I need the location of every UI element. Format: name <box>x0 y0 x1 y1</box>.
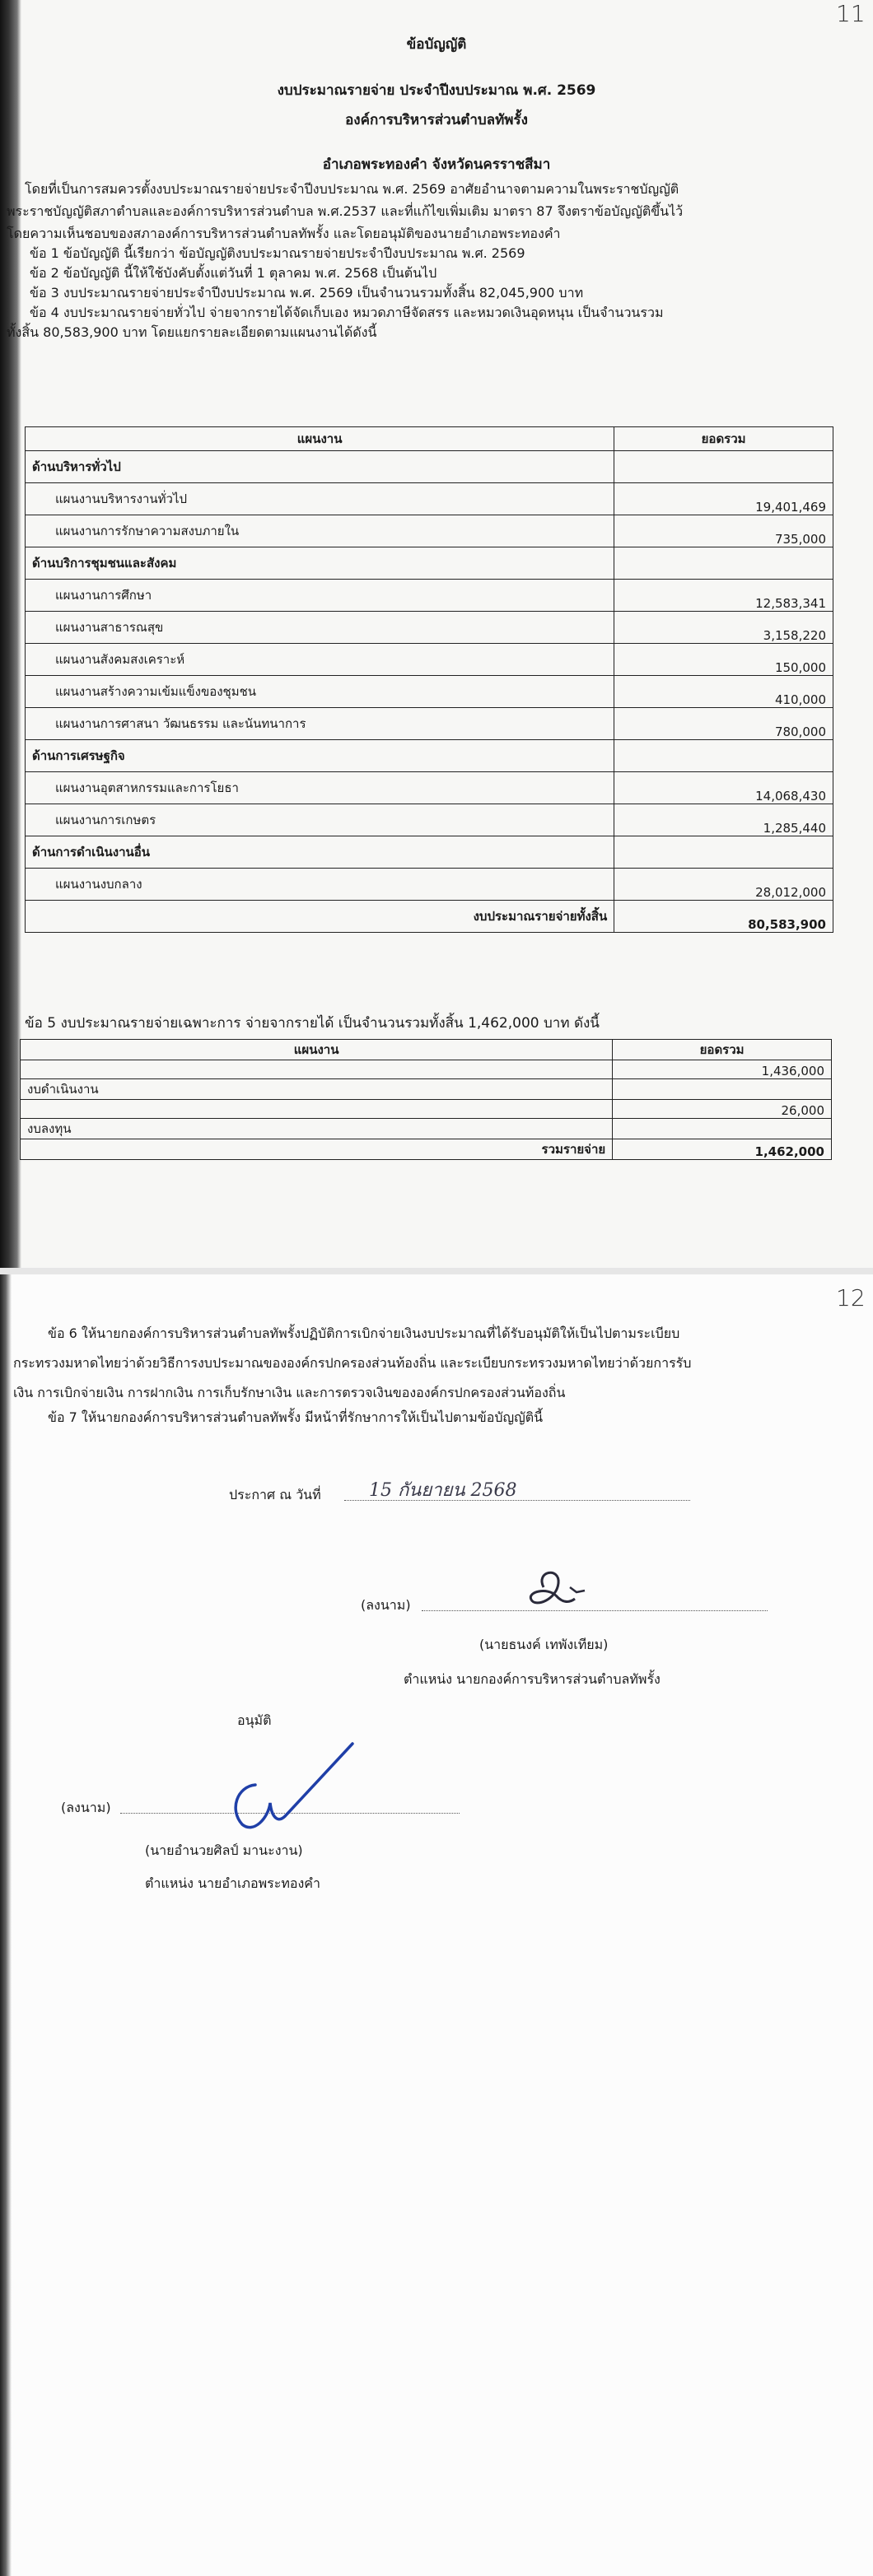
page-number: 11 <box>836 0 866 27</box>
table-row <box>26 515 833 547</box>
plan-item-label: แผนงานบริหารงานทั่วไป <box>26 483 614 515</box>
amount-cell: 150,000 <box>614 644 833 676</box>
plan-item-label: แผนงานการศาสนา วัฒนธรรม และนันทนาการ <box>26 708 614 740</box>
preamble-line: พระราชบัญญัติสภาตำบลและองค์การบริหารส่วนตำบล พ.ศ.2537 และที่แก้ไขเพิ่มเติม มาตรา 87 จึงตราข้อบัญญัติขึ้นไว้ <box>7 203 684 219</box>
plan-group-label: ด้านการเศรษฐกิจ <box>26 740 614 772</box>
plan-item-label: แผนงานการเกษตร <box>26 804 614 836</box>
budget-table-specific <box>20 1039 832 1160</box>
table-row <box>21 1119 832 1139</box>
clause-4-cont: ทั้งสิ้น 80,583,900 บาท โดยแยกรายละเอียดตามแผนงานได้ดังนี้ <box>7 324 377 340</box>
amount-cell: 1,285,440 <box>614 804 833 836</box>
table-row <box>26 804 833 836</box>
table-total-row <box>26 901 833 933</box>
plan-item-label: งบดำเนินงาน <box>21 1079 613 1100</box>
plan-item-label: แผนงานสร้างความเข้มแข็งของชุมชน <box>26 676 614 708</box>
plan-item-label: แผนงานการรักษาความสงบภายใน <box>26 515 614 547</box>
preamble-line: โดยความเห็นชอบของสภาองค์การบริหารส่วนตำบลทัพรั้ง และโดยอนุมัติของนายอำเภอพระทองคำ <box>7 226 561 241</box>
table-header-row <box>21 1040 832 1060</box>
plan-item-label: แผนงานงบกลาง <box>26 869 614 901</box>
approve-label: อนุมัติ <box>237 1712 272 1728</box>
table-row <box>26 612 833 644</box>
total-label: งบประมาณรายจ่ายทั้งสิ้น <box>26 901 614 933</box>
amount-cell: 19,401,469 <box>614 483 833 515</box>
announce-label: ประกาศ ณ วันที่ <box>229 1487 321 1502</box>
plan-item-label: แผนงานอุตสาหกรรมและการโยธา <box>26 772 614 804</box>
plan-item-label: แผนงานการศึกษา <box>26 580 614 612</box>
plan-item-label <box>21 1060 613 1079</box>
plan-item-label: แผนงานสาธารณสุข <box>26 612 614 644</box>
total-label: รวมรายจ่าย <box>21 1139 613 1160</box>
amount-cell: 14,068,430 <box>614 772 833 804</box>
column-header-total: ยอดรวม <box>613 1040 832 1060</box>
signer-2-name: (นายอำนวยศิลป์ มานะงาน) <box>145 1842 303 1858</box>
table-row <box>21 1079 832 1100</box>
table-header-row <box>26 427 833 451</box>
clause-7: ข้อ 7 ให้นายกองค์การบริหารส่วนตำบลทัพรั้ง มีหน้าที่รักษาการให้เป็นไปตามข้อบัญญัตินี้ <box>48 1409 544 1425</box>
announce-date-handwritten: 15 กันยายน 2568 <box>369 1480 517 1501</box>
clause-6-line: ข้อ 6 ให้นายกองค์การบริหารส่วนตำบลทัพรั้งปฏิบัติการเบิกจ่ายเงินงบประมาณที่ได้รับอนุมัติให้เป็นไปตามระเบียบ <box>48 1325 680 1341</box>
document-subtitle: งบประมาณรายจ่าย ประจำปีงบประมาณ พ.ศ. 2569 <box>277 82 596 99</box>
table-row <box>26 483 833 515</box>
amount-cell <box>614 740 833 772</box>
table-group-row <box>26 547 833 580</box>
plan-item-label: แผนงานสังคมสงเคราะห์ <box>26 644 614 676</box>
table-total-row <box>21 1139 832 1160</box>
signature-mark-2 <box>221 1735 361 1842</box>
plan-group-label: ด้านบริการชุมชนและสังคม <box>26 547 614 580</box>
amount-cell: 12,583,341 <box>614 580 833 612</box>
amount-cell <box>614 547 833 580</box>
organization-name: องค์การบริหารส่วนตำบลทัพรั้ง <box>345 112 528 128</box>
table-row <box>21 1060 832 1079</box>
amount-cell: 26,000 <box>613 1100 832 1119</box>
preamble-line: โดยที่เป็นการสมควรตั้งงบประมาณรายจ่ายประจำปีงบประมาณ พ.ศ. 2569 อาศัยอำนาจตามความในพระราชบัญญัติ <box>25 181 679 197</box>
clause-6-line: กระทรวงมหาดไทยว่าด้วยวิธีการงบประมาณขององค์กรปกครองส่วนท้องถิ่น และระเบียบกระทรวงมหาดไทยว่าด้วยการรับ <box>13 1355 692 1371</box>
document-page-1 <box>0 0 873 1268</box>
binding-shadow <box>0 1274 12 2576</box>
amount-cell: 3,158,220 <box>614 612 833 644</box>
plan-group-label: ด้านการดำเนินงานอื่น <box>26 836 614 869</box>
total-value: 80,583,900 <box>614 901 833 933</box>
table-row <box>26 708 833 740</box>
total-value: 1,462,000 <box>613 1139 832 1160</box>
table-group-row <box>26 740 833 772</box>
plan-item-label: งบลงทุน <box>21 1119 613 1139</box>
amount-cell <box>613 1119 832 1139</box>
clause-4: ข้อ 4 งบประมาณรายจ่ายทั่วไป จ่ายจากรายได้จัดเก็บเอง หมวดภาษีจัดสรร และหมวดเงินอุดหนุน เป็นจำนวนรวม <box>30 305 664 320</box>
document-page-2 <box>0 1274 873 2576</box>
plan-group-label: ด้านบริหารทั่วไป <box>26 451 614 483</box>
clause-6-line: เงิน การเบิกจ่ายเงิน การฝากเงิน การเก็บรักษาเงิน และการตรวจเงินขององค์กรปกครองส่วนท้องถิ่น <box>13 1385 566 1400</box>
clause-2: ข้อ 2 ข้อบัญญัติ นี้ให้ใช้บังคับตั้งแต่วันที่ 1 ตุลาคม พ.ศ. 2568 เป็นต้นไป <box>30 265 437 281</box>
clause-5: ข้อ 5 งบประมาณรายจ่ายเฉพาะการ จ่ายจากรายได้ เป็นจำนวนรวมทั้งสิ้น 1,462,000 บาท ดังนี้ <box>25 1015 600 1032</box>
table-row <box>26 676 833 708</box>
clause-3: ข้อ 3 งบประมาณรายจ่ายประจำปีงบประมาณ พ.ศ. 2569 เป็นจำนวนรวมทั้งสิ้น 82,045,900 บาท <box>30 285 584 300</box>
amount-cell: 780,000 <box>614 708 833 740</box>
column-header-total: ยอดรวม <box>614 427 833 451</box>
table-row <box>26 772 833 804</box>
clause-1: ข้อ 1 ข้อบัญญัติ นี้เรียกว่า ข้อบัญญัติงบประมาณรายจ่ายประจำปีงบประมาณ พ.ศ. 2569 <box>30 245 525 261</box>
page-number: 12 <box>836 1284 866 1311</box>
table-row <box>26 644 833 676</box>
document-title: ข้อบัญญัติ <box>406 36 467 53</box>
signer-1-name: (นายธนงค์ เทพังเทียม) <box>479 1637 609 1652</box>
district-province: อำเภอพระทองคำ จังหวัดนครราชสีมา <box>322 156 551 173</box>
amount-cell <box>614 836 833 869</box>
table-group-row <box>26 836 833 869</box>
amount-cell: 1,436,000 <box>613 1060 832 1079</box>
column-header-plan: แผนงาน <box>21 1040 613 1060</box>
binding-shadow <box>0 0 21 1268</box>
table-row <box>21 1100 832 1119</box>
budget-table-general <box>25 426 833 933</box>
signature-label-2: (ลงนาม) <box>61 1800 111 1815</box>
signature-label-1: (ลงนาม) <box>361 1597 411 1613</box>
signer-1-position: ตำแหน่ง นายกองค์การบริหารส่วนตำบลทัพรั้ง <box>404 1671 661 1687</box>
column-header-plan: แผนงาน <box>26 427 614 451</box>
signature-mark-1 <box>511 1563 601 1620</box>
table-row <box>26 869 833 901</box>
amount-cell <box>613 1079 832 1100</box>
page-gap <box>0 1268 873 1274</box>
table-group-row <box>26 451 833 483</box>
plan-item-label <box>21 1100 613 1119</box>
signer-2-position: ตำแหน่ง นายอำเภอพระทองคำ <box>145 1875 320 1891</box>
amount-cell: 410,000 <box>614 676 833 708</box>
amount-cell: 735,000 <box>614 515 833 547</box>
amount-cell: 28,012,000 <box>614 869 833 901</box>
amount-cell <box>614 451 833 483</box>
table-row <box>26 580 833 612</box>
